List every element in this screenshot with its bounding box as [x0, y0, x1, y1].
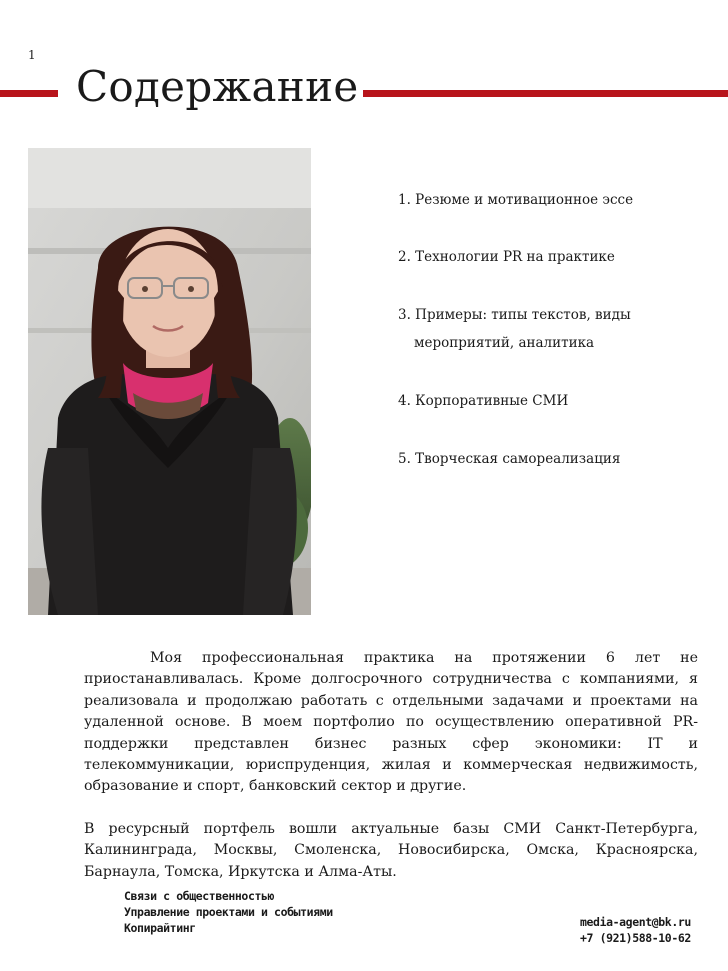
toc-item-2	[398, 249, 615, 265]
header-rule-left	[0, 90, 58, 97]
contact-email[interactable]: media-agent@bk.ru	[580, 915, 691, 929]
toc-item-label: 5. Творческая самореализация	[398, 451, 621, 467]
service-copywriting: Копирайтинг	[124, 921, 196, 935]
service-pr: Связи с общественностью	[124, 889, 275, 903]
toc-item-label: 4. Корпоративные СМИ	[398, 393, 569, 409]
toc-item-4	[398, 393, 568, 409]
toc-item-label: 3. Примеры: типы текстов, виды	[398, 307, 631, 323]
body-text	[84, 648, 698, 883]
toc-item-3	[398, 307, 631, 351]
portrait-illustration	[28, 148, 311, 615]
service-project-management: Управление проектами и событиями	[124, 905, 333, 919]
portrait-photo	[28, 148, 311, 615]
footer-contacts	[580, 914, 691, 946]
paragraph-media-base: В ресурсный портфель вошли актуальные базы СМИ Санкт-Петербурга, Калининграда, Москвы, Смоленска, Новосибирска, Омска, Красноярска, Барнаула, Томска, Иркутска и Алма-Аты.	[84, 820, 698, 880]
toc-item-label-continued: мероприятий, аналитика	[414, 335, 595, 351]
contact-phone[interactable]: +7 (921)588-10-62	[580, 931, 691, 945]
toc-item-label: 1. Резюме и мотивационное эссе	[398, 192, 634, 208]
toc-item-5	[398, 451, 620, 467]
header-rule-right	[363, 90, 728, 97]
page-number: 1	[28, 48, 36, 62]
page-title: Содержание	[76, 62, 359, 111]
footer-services	[124, 888, 333, 936]
paragraph-practice: Моя профессиональная практика на протяжении 6 лет не приостанавливалась. Кроме долгосрочного сотрудничества с компаниями, я реализовала и продолжаю работать с отдельными задачами и проектами на удаленной основе. В моем портфолио по осуществлению оперативной PR-поддержки представлен бизнес разных сфер экономики: IT и телекоммуникации, юриспруденция, жилая и коммерческая недвижимость, образование и спорт, банковский сектор и другие.	[84, 650, 698, 795]
toc-item-label: 2. Технологии PR на практике	[398, 249, 615, 265]
toc-item-1	[398, 192, 633, 208]
